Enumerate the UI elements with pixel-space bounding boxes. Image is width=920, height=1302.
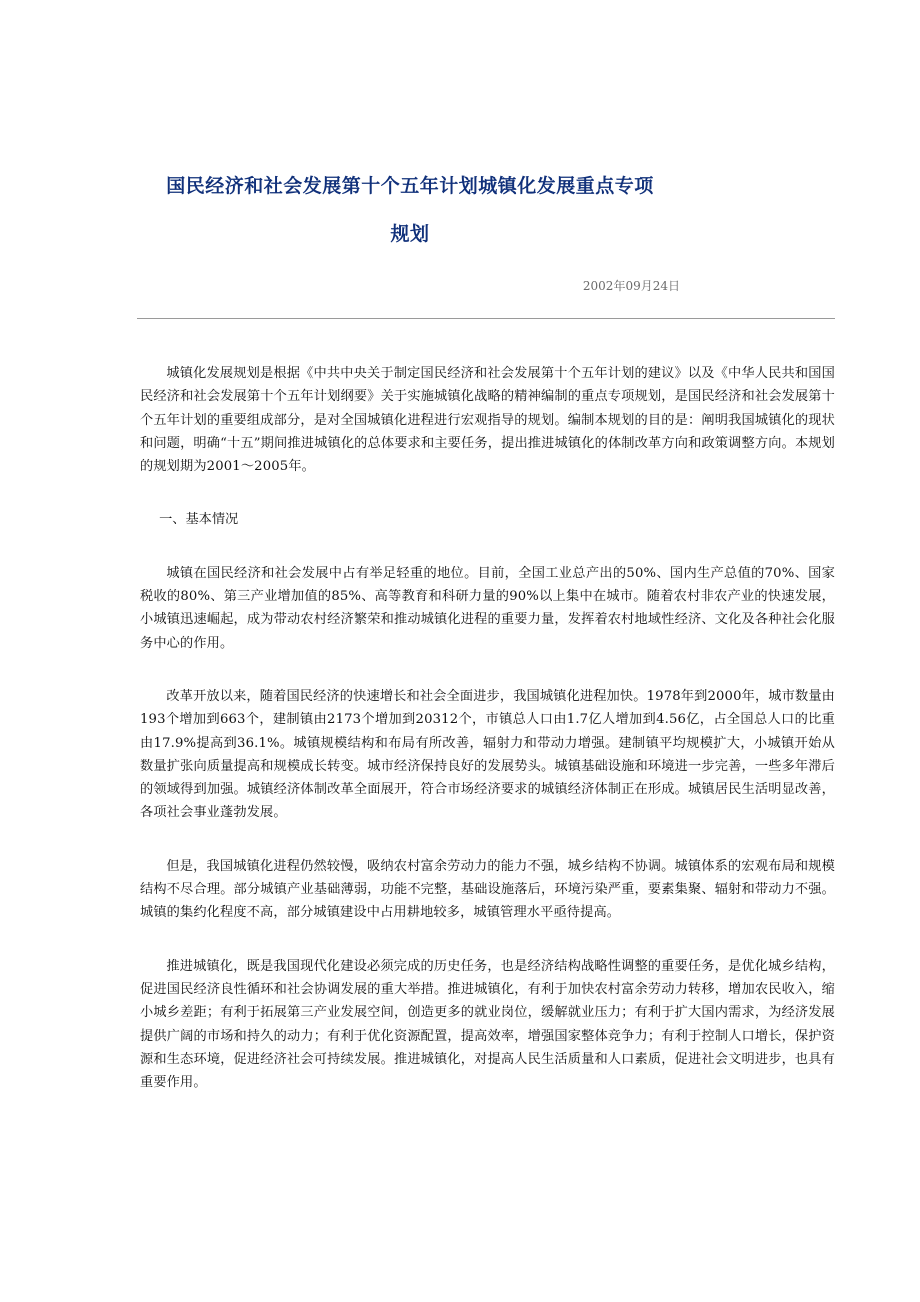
paragraph-2: 改革开放以来，随着国民经济的快速增长和社会全面进步，我国城镇化进程加快。1978年到2000年，城市数量由193个增加到663个，建制镇由2173个增加到20312个，市镇总人口由1.7亿人增加到4.56亿，占全国总人口的比重由17.9%提高到36.1%。城镇规模结构和布局有所改善，辐射力和带动力增强。建制镇平均规模扩大，小城镇开始从数量扩张向质量提高和规模成长转变。城市经济保持良好的发展势头。城镇基础设施和环境进一步完善，一些多年滞后的领域得到加强。城镇经济体制改革全面展开，符合市场经济要求的城镇经济体制正在形成。城镇居民生活明显改善，各项社会事业蓬勃发展。 [140, 688, 835, 821]
paragraph-4: 推进城镇化，既是我国现代化建设必须完成的历史任务，也是经济结构战略性调整的重要任务，是优化城乡结构，促进国民经济良性循环和社会协调发展的重大举措。推进城镇化，有利于加快农村富余劳动力转移，增加农民收入，缩小城乡差距；有利于拓展第三产业发展空间，创造更多的就业岗位，缓解就业压力；有利于扩大国内需求，为经济发展提供广阔的市场和持久的动力；有利于优化资源配置，提高效率，增强国家整体竞争力；有利于控制人口增长，保护资源和生态环境，促进经济社会可持续发展。推进城镇化，对提高人民生活质量和人口素质，促进社会文明进步，也具有重要作用。 [140, 958, 835, 1091]
document-title-line2: 规划 [390, 223, 430, 245]
paragraph-3: 但是，我国城镇化进程仍然较慢，吸纳农村富余劳动力的能力不强，城乡结构不协调。城镇体系的宏观布局和规模结构不尽合理。部分城镇产业基础薄弱，功能不完整，基础设施落后，环境污染严重，要素集聚、辐射和带动力不强。城镇的集约化程度不高，部分城镇建设中占用耕地较多，城镇管理水平亟待提高。 [140, 858, 835, 921]
document-title-line1: 国民经济和社会发展第十个五年计划城镇化发展重点专项 [166, 175, 654, 197]
header-divider [137, 318, 835, 319]
publish-date: 2002年09月24日 [582, 279, 680, 293]
paragraph-1: 城镇在国民经济和社会发展中占有举足轻重的地位。目前，全国工业总产出的50%、国内生产总值的70%、国家税收的80%、第三产业增加值的85%、高等教育和科研力量的90%以上集中在城市。随着农村非农产业的快速发展，小城镇迅速崛起，成为带动农村经济繁荣和推动城镇化进程的重要力量，发挥着农村地域性经济、文化及各种社会化服务中心的作用。 [140, 565, 835, 651]
intro-paragraph: 城镇化发展规划是根据《中共中央关于制定国民经济和社会发展第十个五年计划的建议》以及《中华人民共和国国民经济和社会发展第十个五年计划纲要》关于实施城镇化战略的精神编制的重点专项规划，是国民经济和社会发展第十个五年计划的重要组成部分，是对全国城镇化进程进行宏观指导的规划。编制本规划的目的是：阐明我国城镇化的现状和问题，明确“十五”期间推进城镇化的总体要求和主要任务，提出推进城镇化的体制改革方向和政策调整方向。本规划的规划期为2001～2005年。 [140, 366, 835, 475]
section-heading: 一、基本情况 [159, 512, 239, 528]
document-body [140, 362, 835, 1094]
